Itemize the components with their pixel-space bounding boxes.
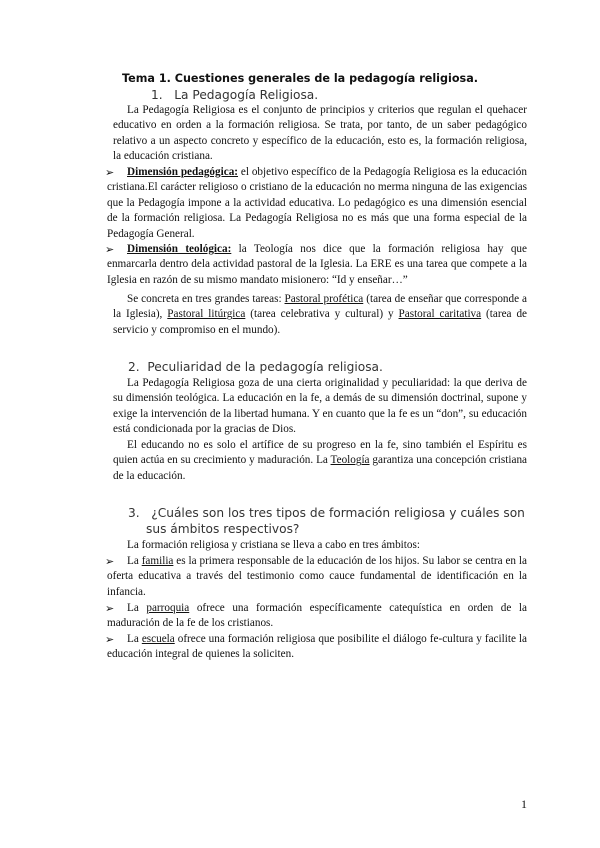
tasks-text-d: (tarea de servicio y compromiso en el mundo). bbox=[113, 308, 527, 336]
bullet-theological bbox=[107, 242, 527, 288]
document-title: Tema 1. Cuestiones generales de la pedagogía religiosa. bbox=[121, 72, 478, 85]
bullet-familia bbox=[107, 554, 527, 600]
parroquia-text: ofrece una formación específicamente catequística en orden de la maduración de la fe de los cristianos. bbox=[107, 602, 527, 630]
section-1-number: 1. bbox=[151, 88, 163, 102]
bullet-parroquia bbox=[107, 601, 527, 632]
familia-text: es la primera responsable de la educación de los hijos. Su labor se centra en la oferta educativa a través del testimonio como cauce fundamental de identificación en la infancia. bbox=[107, 555, 527, 598]
section-3-number: 3. bbox=[128, 506, 140, 520]
page-number: 1 bbox=[521, 797, 527, 811]
bullet-pedagogical bbox=[107, 165, 527, 242]
bullet-escuela bbox=[107, 632, 527, 663]
section-2-heading bbox=[128, 360, 383, 374]
section-1-heading bbox=[151, 88, 318, 102]
tasks-intro: Se concreta en tres grandes tareas: bbox=[127, 293, 285, 305]
bullet-arrow-icon: ➢ bbox=[105, 555, 115, 568]
section-1-title: La Pedagogía Religiosa. bbox=[174, 88, 319, 102]
section-1-tasks-paragraph bbox=[113, 292, 527, 338]
section-2-paragraph-1: La Pedagogía Religiosa goza de una cierta originalidad y peculiaridad: la que deriva de su dimensión teológica. La educación en la fe, a demás de su dimensión doctrinal, supone y exige la intervención de la libertad humana. Y en cuanto que la fe es un “don”, su educación está condicionada por la gracias de Dios. bbox=[113, 377, 527, 436]
section-3-title-line-1: ¿Cuáles son los tres tipos de formación religiosa y cuáles son bbox=[151, 506, 525, 520]
bullet-arrow-icon: ➢ bbox=[105, 633, 115, 646]
term-pastoral-profetica: Pastoral profética bbox=[284, 293, 364, 305]
section-2-title: Peculiaridad de la pedagogía religiosa. bbox=[147, 360, 383, 374]
term-escuela: escuela bbox=[141, 633, 175, 645]
parroquia-lead: La bbox=[127, 602, 147, 614]
term-teologia: Teología bbox=[330, 454, 370, 467]
term-dimension-pedagogica: Dimensión pedagógica: bbox=[127, 166, 239, 178]
bullet-arrow-icon: ➢ bbox=[105, 602, 115, 615]
section-3-heading bbox=[128, 505, 528, 537]
bullet-pedagogical-text: el objetivo específico de la Pedagogía Religiosa es la educación cristiana.El carácter religioso o cristiano de la educación no merma ninguna de las exigencias que la Pedagogía impone a la actividad educativa. Lo pedagógico es una dimensión esencial de la formación religiosa. La Pedagogía Religiosa no es más que una forma especial de la Pedagogía General. bbox=[107, 166, 527, 240]
term-familia: familia bbox=[141, 555, 174, 567]
section-3-title-line-2: sus ámbitos respectivos? bbox=[146, 522, 300, 536]
term-pastoral-caritativa: Pastoral caritativa bbox=[398, 308, 482, 321]
bullet-arrow-icon: ➢ bbox=[105, 243, 115, 256]
section-2-number: 2. bbox=[128, 360, 140, 374]
term-parroquia: parroquia bbox=[146, 602, 190, 614]
para2-text-a: El educando no es solo el artífice de su progreso en la fe, sino también el Espíritu es quien actúa en su crecimiento y maduración. La bbox=[113, 439, 527, 467]
escuela-lead: La bbox=[127, 633, 142, 645]
section-3-intro: La formación religiosa y cristiana se lleva a cabo en tres ámbitos: bbox=[127, 539, 420, 551]
bullet-theological-text: la Teología nos dice que la formación religiosa hay que enmarcarla dentro dela actividad pastoral de la Iglesia. La ERE es una tarea que compete a la Iglesia en razón de su mismo mandato misionero: “Id y enseñar…” bbox=[107, 243, 527, 286]
familia-lead: La bbox=[127, 555, 142, 567]
section-1-paragraph: La Pedagogía Religiosa es el conjunto de principios y criterios que regulan el quehacer educativo en orden a la formación religiosa. Se trata, por tanto, de un saber pedagógico relativo a un aspecto concreto y específico de la educación, esto es, la formación religiosa, la educación cristiana. bbox=[113, 104, 527, 163]
tasks-text-b: (tarea de enseñar que corresponde a la Iglesia), bbox=[113, 293, 527, 321]
term-pastoral-liturgica: Pastoral litúrgica bbox=[167, 308, 246, 321]
para2-text-b: garantiza una concepción cristiana de la educación. bbox=[113, 454, 527, 482]
bullet-arrow-icon: ➢ bbox=[105, 166, 115, 179]
tasks-text-c: (tarea celebrativa y cultural) y bbox=[245, 308, 399, 321]
escuela-text: ofrece una formación religiosa que posibilite el diálogo fe-cultura y facilite la educación integral de quienes la soliciten. bbox=[107, 633, 527, 661]
section-2-paragraph-2 bbox=[113, 438, 527, 484]
term-dimension-teologica: Dimensión teológica: bbox=[127, 243, 232, 255]
